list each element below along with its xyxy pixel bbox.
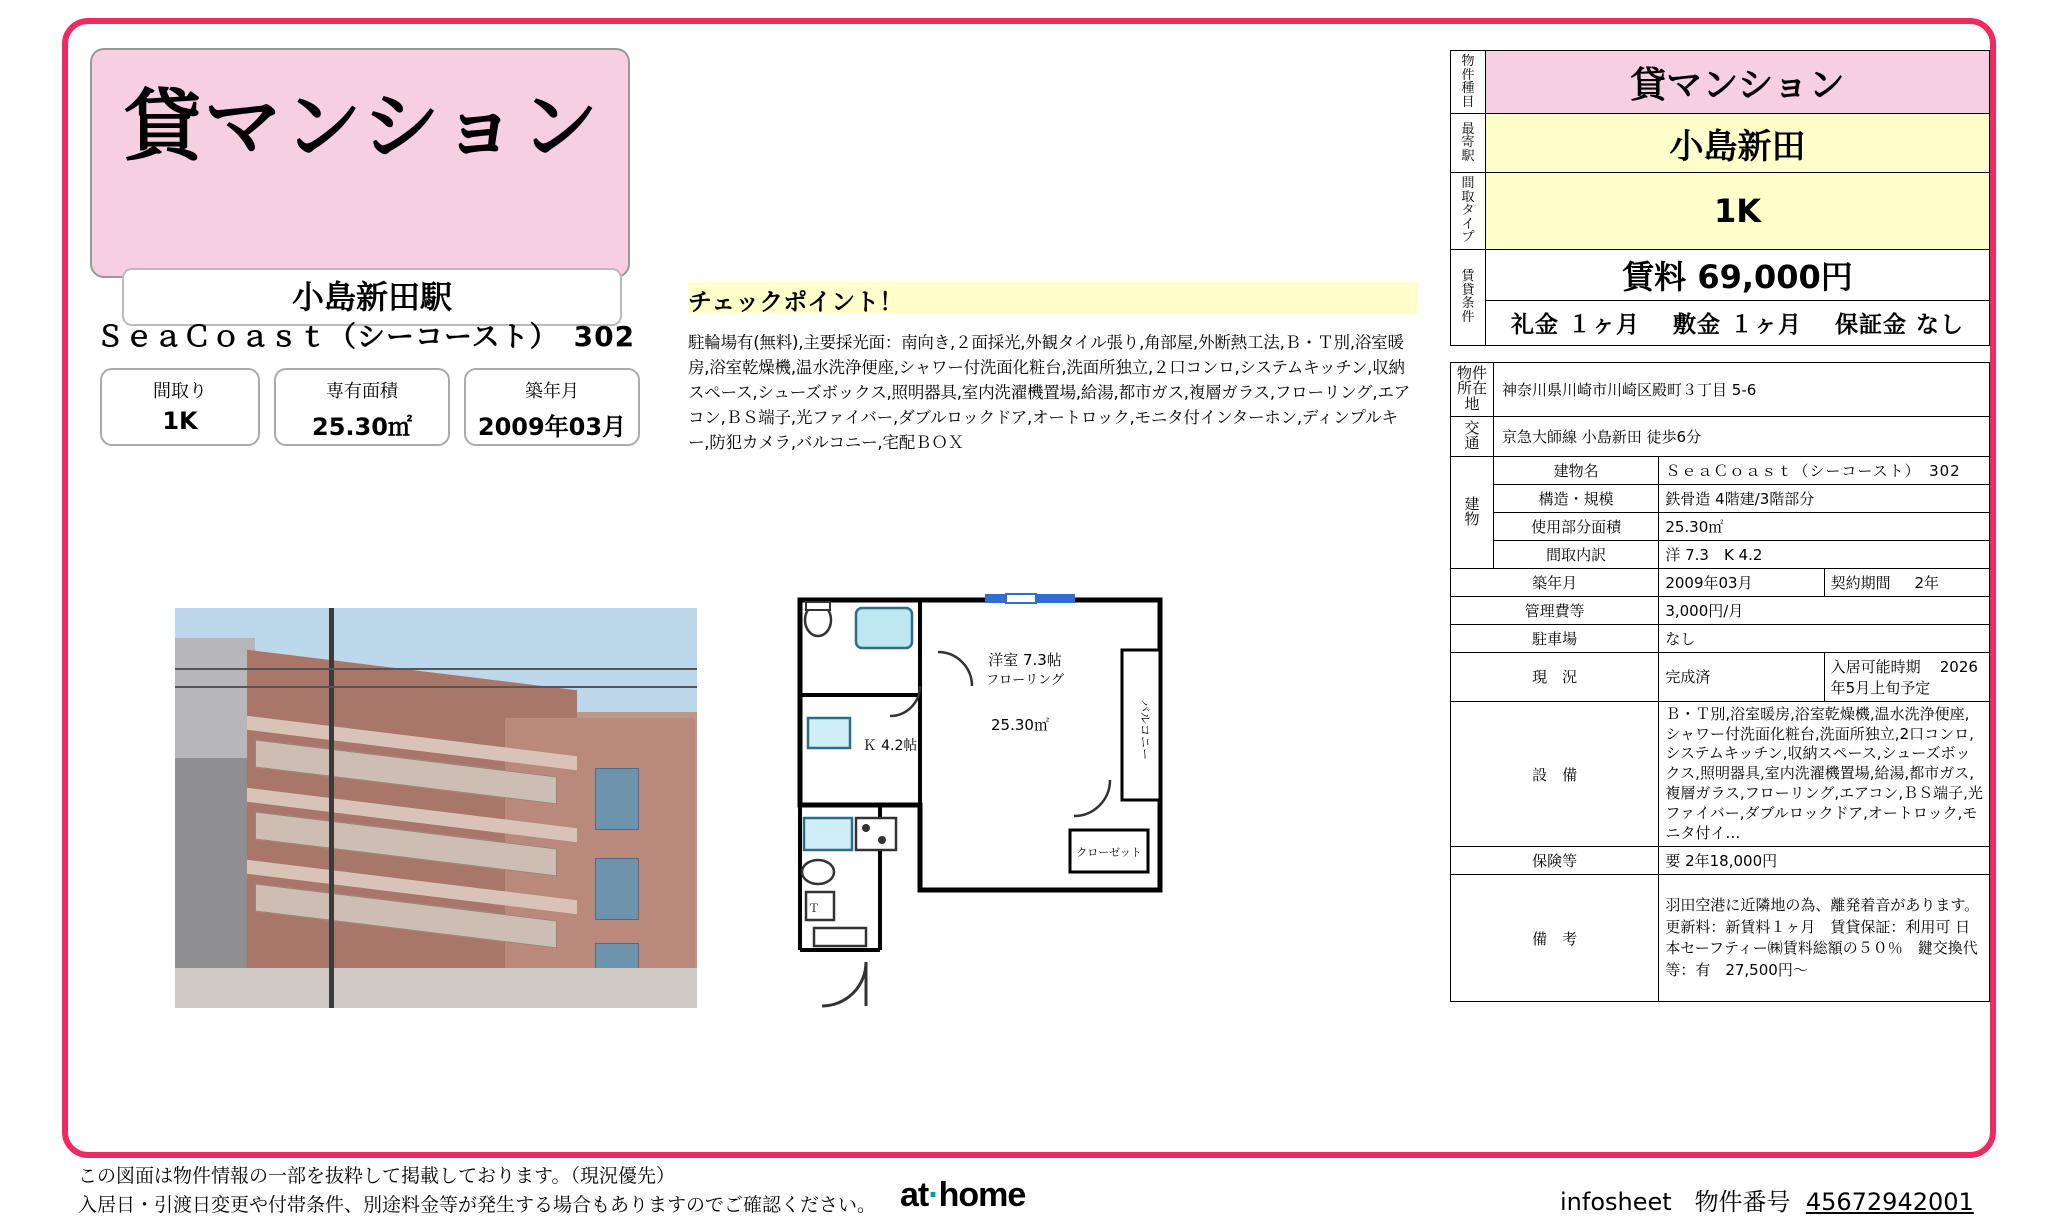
athome-logo-at: at — [900, 1176, 929, 1214]
summary-deposit-value: 礼金 １ヶ月 敷金 １ヶ月 保証金 なし — [1486, 300, 1990, 345]
disclaimer-line-2: 入居日・引渡日変更や付帯条件、別途料金等が発生する場合もありますのでご確認ください。 — [78, 1194, 877, 1217]
floorplan-room-label: 洋室 7.3帖 — [988, 651, 1062, 669]
detail-row-label2: 契約期間 — [1830, 573, 1891, 592]
table-row — [1451, 701, 1990, 847]
spec-label: 専有面積 — [326, 381, 398, 402]
detail-row-value: 3,000円/月 — [1659, 596, 1990, 624]
table-row — [1451, 249, 1990, 300]
row-label-layout: 間 取 タ イ プ — [1451, 173, 1486, 250]
floorplan-kitchen-label: Ｋ 4.2帖 — [862, 738, 918, 754]
building-row-value: ＳｅａＣｏａｓｔ（シーコースト） 302 — [1659, 456, 1990, 484]
table-row — [1451, 51, 1990, 114]
spec-value: 1K — [162, 407, 198, 435]
notes-label: 備 考 — [1451, 875, 1659, 1002]
building-row-label: 間取内訳 — [1494, 540, 1659, 568]
table-row — [1451, 300, 1990, 345]
summary-table — [1450, 50, 1990, 346]
insurance-value: 要 2年18,000円 — [1659, 847, 1990, 875]
property-photo — [175, 608, 697, 1008]
athome-logo-dot: · — [928, 1176, 939, 1214]
floorplan-door-swing — [822, 962, 866, 1006]
table-row — [1451, 875, 1990, 1002]
disclaimer-line-1: この図面は物件情報の一部を抜粋して掲載しております。（現況優先） — [78, 1165, 675, 1187]
building-row-label: 使用部分面積 — [1494, 512, 1659, 540]
checkpoint-body: 駐輪場有(無料),主要採光面：南向き,２面採光,外観タイル張り,角部屋,外断熱工法,Ｂ・Ｔ別,浴室暖房,浴室乾燥機,温水洗浄便座,シャワー付洗面化粧台,洗面所独立,２口コンロ,システムキッチン,収納スペース,シューズボックス,照明器具,室内洗濯機置場,給湯,都市ガス,複層ガラス,フローリング,エアコン,ＢＳ端子,光ファイバー,ダブルロックドア,オートロック,モニタ付インターホン,ディンプルキー,防犯カメラ,バルコニー,宅配ＢＯＸ — [688, 333, 1410, 453]
details-address-label: 物件所在地 — [1451, 362, 1494, 416]
table-row — [1451, 540, 1990, 568]
summary-layout-value: 1K — [1486, 173, 1990, 250]
table-row — [1451, 456, 1990, 484]
building-row-value: 25.30㎡ — [1659, 512, 1990, 540]
detail-row-value2: 2年 — [1914, 573, 1940, 592]
spec-label: 築年月 — [525, 381, 579, 402]
detail-row-label: 築年月 — [1451, 568, 1659, 596]
photo-window — [595, 858, 639, 920]
detail-row-extra — [1824, 568, 1989, 596]
table-row — [1451, 114, 1990, 173]
infosheet-footer — [1560, 1182, 1974, 1217]
floorplan-washbasin — [808, 718, 850, 748]
athome-logo — [900, 1176, 1025, 1215]
floorplan-bathtub — [856, 608, 912, 648]
photo-wire — [175, 686, 697, 688]
property-kind-title: 貸マンション — [123, 82, 601, 172]
row-label-station: 最 寄 駅 — [1451, 114, 1486, 173]
detail-row-value: 2009年03月 — [1659, 568, 1824, 596]
property-no-value: 45672942001 — [1805, 1188, 1974, 1216]
detail-row-label: 現 況 — [1451, 652, 1659, 701]
spec-card-area — [274, 368, 450, 446]
floorplan-balcony-label: バルコニー — [1138, 699, 1152, 761]
detail-row-label: 駐車場 — [1451, 624, 1659, 652]
building-name: ＳｅａＣｏａｓｔ（シーコースト） 302 — [96, 320, 636, 353]
floorplan-burner — [862, 824, 870, 832]
floorplan-closet-label: クローゼット — [1076, 846, 1142, 859]
details-access-value: 京急大師線 小島新田 徒歩6分 — [1494, 416, 1990, 456]
details-address-value: 神奈川県川崎市川崎区殿町３丁目 5-6 — [1494, 362, 1990, 416]
detail-row-value: なし — [1659, 624, 1990, 652]
table-row — [1451, 512, 1990, 540]
detail-row-value2: 2026年5月上旬予定 — [1830, 657, 1978, 697]
floorplan-stove — [856, 818, 896, 850]
summary-rent-value: 賃料 69,000円 — [1486, 249, 1990, 300]
summary-kind-value: 貸マンション — [1486, 51, 1990, 114]
photo-adjacent-building-upper — [175, 638, 255, 758]
athome-logo-home: home — [938, 1176, 1026, 1214]
row-label-kind: 物 件 種 目 — [1451, 51, 1486, 114]
table-row — [1451, 484, 1990, 512]
photo-window — [595, 768, 639, 830]
table-row — [1451, 624, 1990, 652]
spec-value: 25.30㎡ — [312, 413, 412, 441]
details-access-label: 交通 — [1451, 416, 1494, 456]
property-no-label: 物件番号 — [1694, 1188, 1791, 1216]
spec-cards — [100, 368, 640, 446]
summary-station-value: 小島新田 — [1486, 114, 1990, 173]
photo-wire — [175, 668, 697, 670]
table-row — [1451, 362, 1990, 416]
nearest-station-badge: 小島新田駅 — [122, 268, 622, 326]
detail-row-label: 管理費等 — [1451, 596, 1659, 624]
table-row — [1451, 847, 1990, 875]
equipment-value: Ｂ・Ｔ別,浴室暖房,浴室乾燥機,温水洗浄便座,シャワー付洗面化粧台,洗面所独立,2口コンロ,システムキッチン,収納スペース,シューズボックス,照明器具,室内洗濯機置場,給湯,都市ガス,複層ガラス,フローリング,エアコン,ＢＳ端子,光ファイバー,ダブルロックドア,オートロック,モニタ付イ… — [1659, 701, 1990, 847]
photo-ground — [175, 968, 697, 1008]
floorplan-burner — [878, 836, 886, 844]
floorplan-sink — [804, 818, 852, 850]
floorplan-room-sublabel: フローリング — [986, 673, 1064, 688]
footer-disclaimer — [78, 1162, 876, 1221]
property-kind-box — [90, 48, 630, 316]
floorplan-entry-label: Ｔ — [808, 902, 820, 915]
insurance-label: 保険等 — [1451, 847, 1659, 875]
building-row-label: 構造・規模 — [1494, 484, 1659, 512]
detail-row-value: 完成済 — [1659, 652, 1824, 701]
notes-value: 羽田空港に近隣地の為、離発着音があります。 更新料：新賃料１ヶ月 賃貸保証：利用可 日本セーフティー㈱賃料総額の５０％ 鍵交換代等：有 27,500円～ — [1659, 875, 1990, 1002]
detail-row-extra — [1824, 652, 1989, 701]
details-table — [1450, 362, 2002, 1003]
floorplan-area-label: 25.30㎡ — [991, 716, 1049, 734]
floorplan-washer — [802, 860, 834, 884]
building-row-value: 洋 7.3 K 4.2 — [1659, 540, 1990, 568]
spec-card-builtyear — [464, 368, 640, 446]
infosheet-label: infosheet — [1560, 1188, 1672, 1216]
table-row — [1451, 568, 1990, 596]
equipment-label: 設 備 — [1451, 701, 1659, 847]
table-row — [1451, 416, 1990, 456]
building-row-label: 建物名 — [1494, 456, 1659, 484]
spec-label: 間取り — [153, 381, 207, 402]
spec-value: 2009年03月 — [477, 413, 627, 441]
table-row — [1451, 173, 1990, 250]
row-label-terms: 賃 貸 条 件 — [1451, 249, 1486, 345]
table-row — [1451, 596, 1990, 624]
detail-row-label2: 入居可能時期 — [1830, 657, 1921, 676]
spec-card-layout — [100, 368, 260, 446]
floorplan-entry — [814, 928, 866, 946]
building-row-value: 鉄骨造 4階建/3階部分 — [1659, 484, 1990, 512]
right-column — [1450, 50, 2002, 1002]
floorplan-toilet-tank — [806, 602, 830, 610]
floor-plan — [770, 590, 1330, 1030]
details-building-label: 建物 — [1451, 456, 1494, 568]
floorplan-window — [1006, 594, 1036, 603]
table-row — [1451, 652, 1990, 701]
checkpoint-title: チェックポイント！ — [688, 282, 1418, 314]
